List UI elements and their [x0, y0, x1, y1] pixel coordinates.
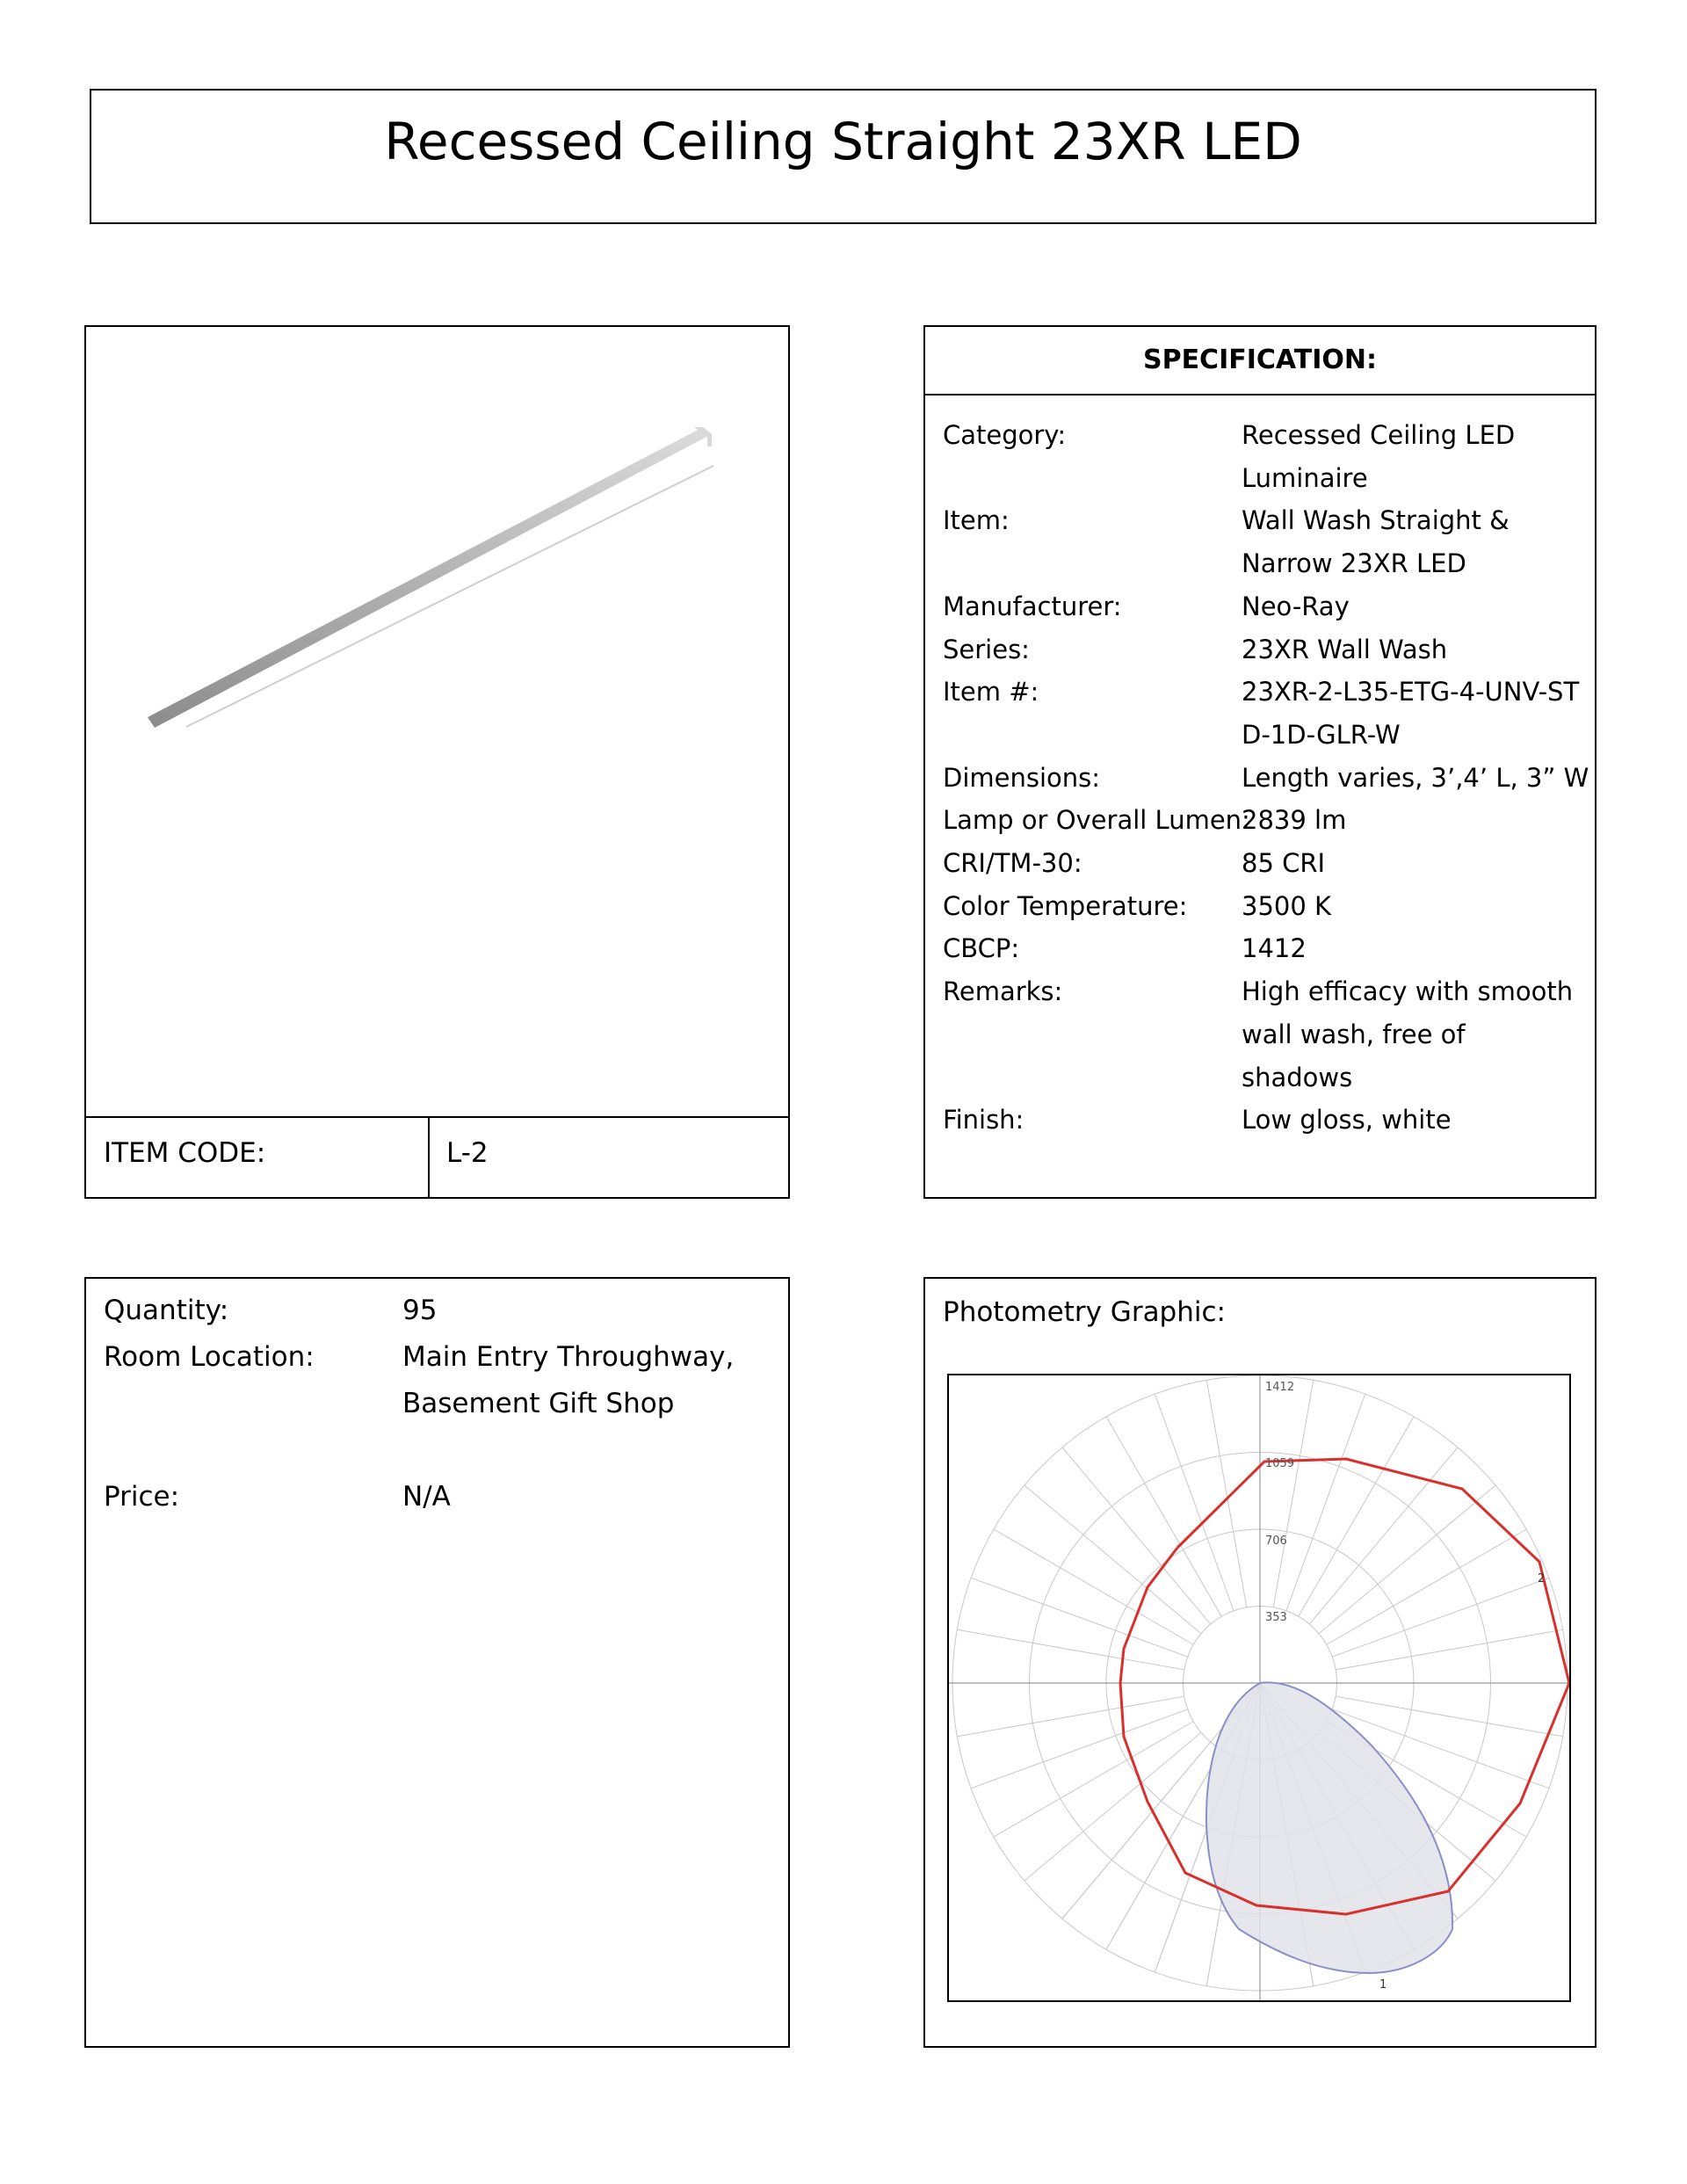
spec-row-item-number: [943, 671, 1584, 756]
item-code-label: ITEM CODE:: [104, 1137, 266, 1169]
specification-heading: SPECIFICATION:: [925, 327, 1595, 395]
quantity-label: Quantity:: [104, 1295, 229, 1326]
photometry-panel: [923, 1277, 1596, 2048]
room-location-row: [104, 1334, 771, 1427]
room-location-label: Room Location:: [104, 1341, 315, 1373]
spec-value: 23XR-2-L35-ETG-4-UNV-STD-1D-GLR-W: [1242, 677, 1580, 750]
specification-list: [943, 414, 1589, 1142]
spec-value: 85 CRI: [1242, 848, 1326, 879]
polar-grid-spoke: [994, 1529, 1193, 1644]
spec-label: Lamp or Overall Lumen:: [943, 805, 1250, 836]
spec-label: Remarks:: [943, 976, 1063, 1007]
spec-value: High efficacy with smooth wall wash, free of shadows: [1242, 976, 1574, 1092]
photometry-curve-1: [1206, 1682, 1452, 1973]
spec-row-series: [943, 628, 1584, 671]
price-value: N/A: [402, 1481, 451, 1513]
page-title: Recessed Ceiling Straight 23XR LED: [384, 112, 1302, 171]
polar-grid-spoke: [957, 1629, 1184, 1670]
spec-label: Item #:: [943, 677, 1039, 707]
price-label: Price:: [104, 1481, 180, 1513]
spec-value: 1412: [1242, 933, 1307, 964]
ring-label-1059: 1059: [1265, 1457, 1295, 1470]
spec-row-finish: [943, 1099, 1584, 1142]
polar-candela-diagram: [949, 1375, 1569, 2000]
linear-led-fixture-icon: [86, 327, 788, 1114]
spec-row-item: [943, 499, 1584, 584]
polar-grid-spoke: [1336, 1696, 1563, 1737]
spec-label: Finish:: [943, 1105, 1025, 1136]
spec-row-cri: [943, 842, 1584, 885]
spec-value: 2839 lm: [1242, 805, 1347, 836]
product-image-panel: [84, 325, 790, 1199]
item-code-row: [86, 1116, 788, 1197]
polar-grid-spoke: [1273, 1380, 1314, 1607]
polar-grid-spoke: [1336, 1629, 1563, 1670]
spec-row-lumen: [943, 799, 1584, 842]
polar-grid-spoke: [1327, 1529, 1526, 1644]
ring-label-353: 353: [1265, 1611, 1287, 1624]
spec-value: Neo-Ray: [1242, 591, 1350, 621]
item-code-value: L-2: [446, 1137, 489, 1169]
ring-label-706: 706: [1265, 1535, 1287, 1548]
spec-label: CRI/TM-30:: [943, 848, 1082, 879]
spec-label: Series:: [943, 634, 1030, 664]
spec-label: Color Temperature:: [943, 890, 1188, 921]
spec-value: 23XR Wall Wash: [1242, 634, 1448, 664]
polar-grid-spoke: [1206, 1380, 1247, 1607]
spec-label: Dimensions:: [943, 762, 1101, 793]
curve-label-2: 2: [1538, 1572, 1546, 1585]
spec-row-dimensions: [943, 757, 1589, 800]
polar-grid-spoke: [957, 1696, 1184, 1737]
item-code-divider: [428, 1118, 430, 1197]
polar-grid-spoke: [994, 1722, 1193, 1837]
polar-grid-spoke: [1332, 1578, 1549, 1657]
spec-value: Low gloss, white: [1242, 1105, 1452, 1136]
spec-row-remarks: [943, 970, 1584, 1099]
spec-row-manufacturer: [943, 585, 1584, 628]
specification-panel: [923, 325, 1596, 1199]
title-box: [90, 89, 1596, 224]
spec-label: Manufacturer:: [943, 591, 1122, 621]
price-row: [104, 1474, 771, 1520]
quantity-value: 95: [402, 1295, 438, 1326]
spec-value: Wall Wash Straight & Narrow 23XR LED: [1242, 505, 1510, 579]
room-location-value: Main Entry Throughway, Basement Gift Shop: [402, 1341, 735, 1419]
spec-row-cbcp: [943, 927, 1584, 970]
curve-label-1: 1: [1379, 1978, 1387, 1992]
photometry-label: Photometry Graphic:: [943, 1296, 1226, 1328]
spec-value: Length varies, 3’,4’ L, 3” W: [1242, 762, 1589, 793]
spec-label: Category:: [943, 420, 1067, 450]
project-info-panel: [84, 1277, 790, 2048]
polar-grid-spoke: [971, 1578, 1188, 1657]
photometry-graphic: [947, 1374, 1571, 2002]
ring-label-1412: 1412: [1265, 1381, 1295, 1394]
polar-grid-spoke: [1286, 1394, 1365, 1611]
spec-row-color-temperature: [943, 885, 1584, 928]
spec-row-category: [943, 414, 1584, 499]
spec-label: Item:: [943, 505, 1010, 536]
polar-grid-spoke: [1299, 1417, 1414, 1616]
polar-grid-spoke: [1106, 1417, 1221, 1616]
spec-label: CBCP:: [943, 933, 1020, 964]
quantity-row: [104, 1288, 771, 1334]
spec-value: 3500 K: [1242, 890, 1332, 921]
spec-value: Recessed Ceiling LED Luminaire: [1242, 420, 1516, 493]
polar-grid-spoke: [971, 1709, 1188, 1789]
